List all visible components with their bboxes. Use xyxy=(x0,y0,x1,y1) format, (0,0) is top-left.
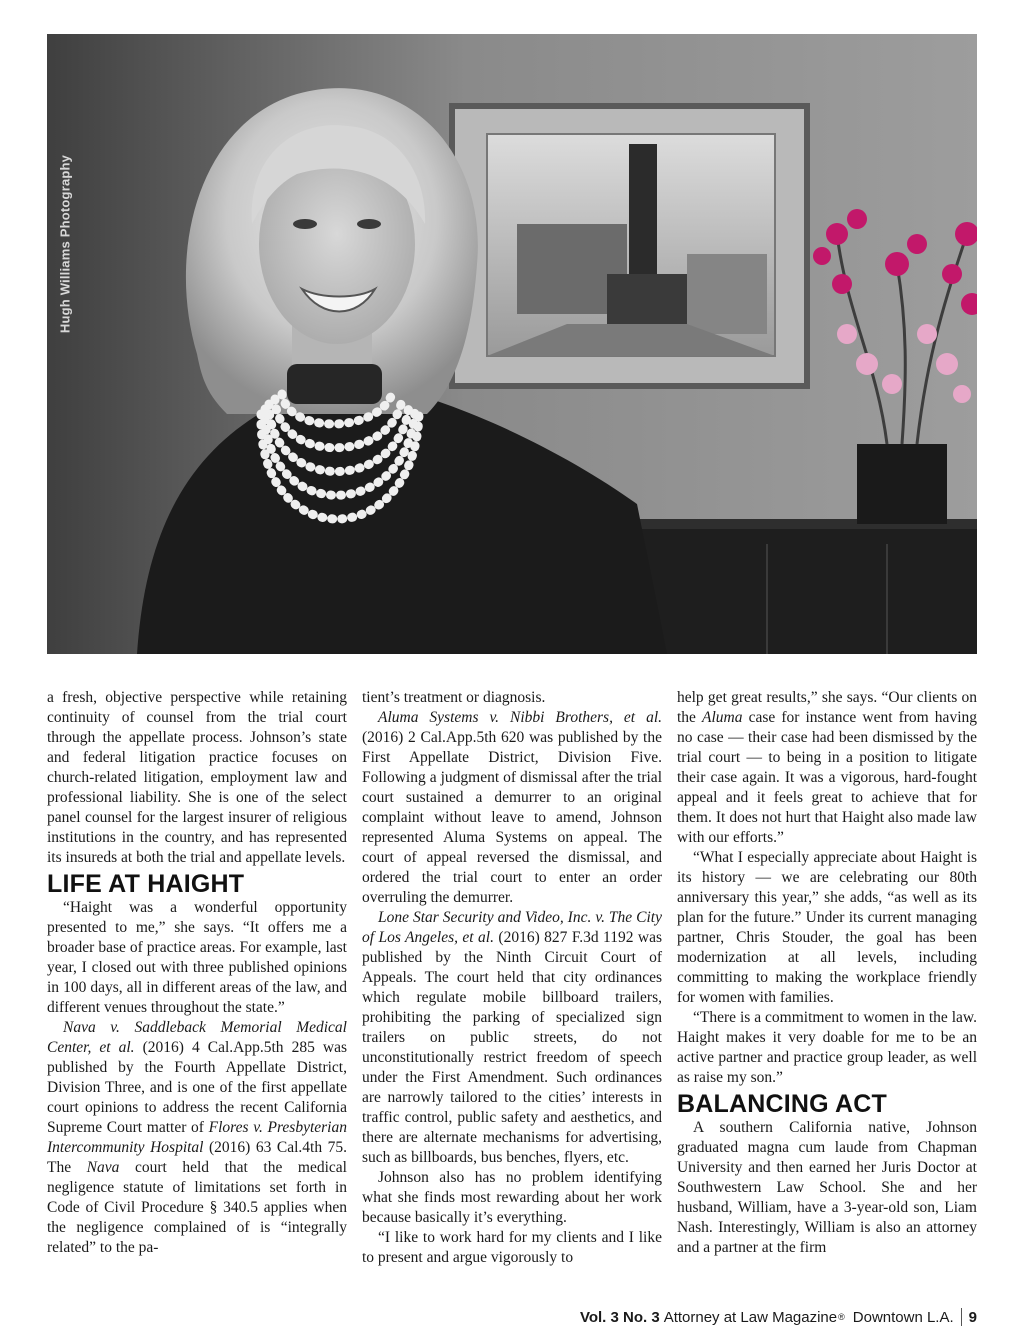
paragraph-text: (2016) 4 Cal.App.5th 285 was published by the Fourth Appellate District, Division Three, and is one of the first appellate court opinions to address the recent California Supreme Court matter of xyxy=(47,1039,347,1136)
registered-mark: ® xyxy=(838,1312,845,1322)
paragraph: tient’s treatment or diagnosis. xyxy=(362,689,546,706)
edition-name: Downtown L.A. xyxy=(852,1308,954,1326)
case-name: Aluma xyxy=(702,709,743,726)
paragraph-text: case for instance went from having no case — their case had been dismissed by the trial court — to being in a position to litigate their case again. It was a vigorous, hard-fought appeal and it feels great to achieve that for them. It does not hurt that Haight also made law with our efforts.” xyxy=(677,709,977,846)
article-column-2 xyxy=(362,688,662,1268)
paragraph-text: (2016) 63 Cal.4th 75. The xyxy=(47,1139,347,1176)
portrait-illustration xyxy=(47,34,977,654)
footer-divider xyxy=(961,1308,962,1326)
paragraph-aluma xyxy=(362,708,662,908)
paragraph-text: help get great results,” she says. “Our clients on the xyxy=(677,689,977,726)
case-name: Lone Star Security and Video, Inc. v. The City of Los Angeles, et al. xyxy=(362,909,662,946)
paragraph-text: (2016) 2 Cal.App.5th 620 was published by the First Appellate District, Division Five. Following a judgment of dismissal after the trial court sustained a demurrer to an original complaint without leave to amend, Johnson represented Aluma Systems on appeal. The court of appeal reversed the dismissal, and ordered the trial court to enter an order overruling the demurrer. xyxy=(362,729,662,906)
paragraph: Johnson also has no problem identifying what she finds most rewarding about her work because basically it’s everything. xyxy=(362,1169,662,1226)
section-heading-life-at-haight: LIFE AT HAIGHT xyxy=(47,870,245,898)
paragraph-lone-star xyxy=(362,908,662,1168)
article-column-3 xyxy=(677,688,977,1258)
photo-credit xyxy=(47,34,83,374)
case-name: Nava v. Saddleback Memorial Medical Center, et al. xyxy=(47,1019,347,1056)
page-footer xyxy=(580,1306,977,1328)
paragraph: “I like to work hard for my clients and I like to present and argue vigorously to xyxy=(362,1229,662,1266)
magazine-name: Attorney at Law Magazine xyxy=(663,1308,838,1326)
paragraph: a fresh, objective perspective while retaining continuity of counsel from the trial court through the appellate process. Johnson’s state and federal litigation practice focuses on church-related litigation, employment law and professional liability. She is one of the select panel counsel for the largest insurer of religious institutions in the country, and has represented its insureds at both the trial and appellate levels. xyxy=(47,689,347,866)
article-column-1 xyxy=(47,688,347,1258)
paragraph-nava xyxy=(47,1018,347,1258)
case-name: Nava xyxy=(86,1159,120,1176)
case-name: Flores v. Presbyterian Intercommunity Hospital xyxy=(47,1119,347,1156)
paragraph-results xyxy=(677,688,977,848)
paragraph: “There is a commitment to women in the law. Haight makes it very doable for me to be an active partner and practice group leader, as well as raise my son.” xyxy=(677,1009,977,1086)
volume-issue: Vol. 3 No. 3 xyxy=(579,1308,660,1326)
section-heading-balancing-act: BALANCING ACT xyxy=(677,1090,887,1118)
photo-credit-text: Hugh Williams Photography xyxy=(57,154,73,334)
paragraph: “What I especially appreciate about Haight is its history — we are celebrating our 80th anniversary this year,” she adds, “as well as its plan for the future.” Under its current managing partner, Chris Stouder, the goal has been modernization at all levels, including committing to making the workplace friendly for women with families. xyxy=(677,849,977,1006)
portrait-photo xyxy=(47,34,977,654)
paragraph: A southern California native, Johnson graduated magna cum laude from Chapman University and then earned her Juris Doctor at Southwestern Law School. She and her husband, William, have a 3-year-old son, Liam Nash. Interestingly, William is also an attorney and a partner at the firm xyxy=(677,1119,977,1256)
paragraph-text: court held that the medical negligence statute of limitations set forth in Code of Civil Procedure § 340.5 applies when the negligence complained of is “integrally related” to the pa- xyxy=(47,1159,347,1256)
paragraph-text: (2016) 827 F.3d 1192 was published by the Ninth Circuit Court of Appeals. The court held that city ordinances which regulate mobile billboard trailers, prohibiting the parking of specialized sign trailers on public streets, do not unconstitutionally restrict freedom of speech under the First Amendment. Such ordinances are narrowly tailored to the cities’ interests in traffic control, public safety and aesthetics, and there are alternate mechanisms for advertising, such as billboards, bus benches, flyers, etc. xyxy=(362,929,662,1166)
case-name: Aluma Systems v. Nibbi Brothers, et al. xyxy=(378,709,662,726)
paragraph: “Haight was a wonderful opportunity presented to me,” she says. “It offers me a broader base of practice areas. For example, last year, I closed out with three published opinions in 100 days, all in different areas of the law, and different venues throughout the state.” xyxy=(47,899,347,1016)
page-number: 9 xyxy=(968,1308,977,1326)
